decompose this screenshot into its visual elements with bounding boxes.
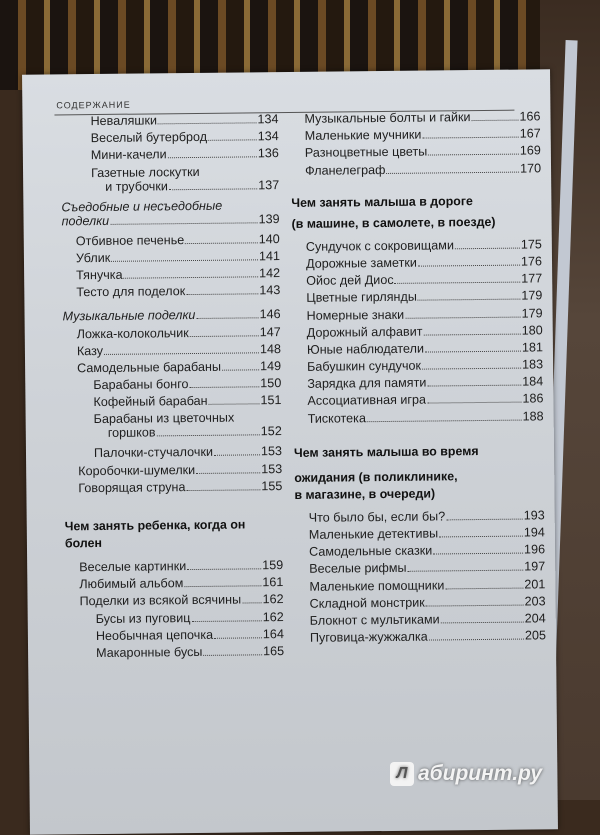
dot-leader xyxy=(189,376,259,388)
toc-entry-title: Что было бы, если бы? xyxy=(308,509,446,525)
dot-leader xyxy=(203,644,262,656)
dot-leader xyxy=(407,560,523,572)
toc-entry xyxy=(61,198,279,234)
toc-entry-title: Газетные лоскутки xyxy=(90,164,200,180)
toc-page-number: 179 xyxy=(521,288,543,303)
toc-entry xyxy=(61,164,279,200)
toc-entry-title: Казу xyxy=(76,343,104,358)
dot-leader xyxy=(190,325,259,337)
toc-page-number: 169 xyxy=(519,143,541,158)
toc-entry-title: Пуговица-жужжалка xyxy=(309,629,428,645)
dot-leader xyxy=(187,558,261,570)
dot-leader xyxy=(471,110,518,121)
dot-leader xyxy=(208,394,259,406)
toc-entry-title: Съедобные и несъедобные xyxy=(61,198,223,214)
toc-entry-title: Кофейный барабан xyxy=(93,394,208,410)
book-page xyxy=(22,69,558,834)
dot-leader xyxy=(427,375,521,387)
toc-page-number: 166 xyxy=(519,109,541,124)
toc-page-number: 155 xyxy=(261,478,283,494)
toc-entry-title: Ублик xyxy=(75,250,111,265)
watermark-text: абиринт.ру xyxy=(417,762,542,785)
toc-page-number: 140 xyxy=(258,231,280,246)
dot-leader xyxy=(426,594,524,606)
toc-section-heading: Чем занять ребенка, когда он болен xyxy=(64,517,246,551)
toc-page-number: 201 xyxy=(524,576,546,592)
toc-page-number: 165 xyxy=(262,644,285,659)
toc-entry-title: Маленькие детективы xyxy=(308,526,439,542)
toc-left-column xyxy=(60,112,284,663)
dot-leader xyxy=(441,611,524,623)
dot-leader xyxy=(208,130,257,142)
toc-page-number: 159 xyxy=(262,558,284,573)
toc-entry-title-cont: поделки xyxy=(61,213,110,228)
toc-entry-title: Ложка-колокольчик xyxy=(76,325,189,341)
toc-page-number: 170 xyxy=(519,160,542,176)
dot-leader xyxy=(445,577,523,589)
toc-entry-title: Мини-качели xyxy=(90,147,167,163)
toc-entry-title: Веселые картинки xyxy=(79,559,187,575)
dot-leader xyxy=(455,237,520,249)
toc-entry xyxy=(66,644,284,663)
toc-page-number: 188 xyxy=(522,408,544,424)
toc-entry-title: Барабаны из цветочных xyxy=(93,411,235,427)
toc-section-heading: Чем занять малыша во время xyxy=(293,443,479,460)
toc-entry-title: Разноцветные цветы xyxy=(304,144,428,161)
toc-page-number: 162 xyxy=(262,609,284,624)
toc-entry-title: Цветные гирлянды xyxy=(306,289,417,306)
toc-entry-title: Отбивное печенье xyxy=(75,232,185,248)
toc-entry-title: Тискотека xyxy=(307,410,367,426)
dot-leader xyxy=(427,392,522,404)
toc-page-number: 151 xyxy=(260,393,282,408)
toc-entry-title-cont: и трубочки xyxy=(105,178,168,194)
dot-leader xyxy=(111,249,258,262)
toc-page-number: 186 xyxy=(522,391,544,407)
toc-entry-title: Неваляшки xyxy=(90,113,158,129)
toc-entry-title: Музыкальные болты и гайки xyxy=(304,110,471,126)
dot-leader xyxy=(423,323,520,335)
dot-leader xyxy=(386,161,519,173)
toc-section-heading: ожидания (в поликлинике, xyxy=(294,469,458,485)
toc-section-heading: в магазине, в очереди) xyxy=(294,486,436,502)
toc-page-number: 197 xyxy=(524,559,546,574)
toc-entry xyxy=(296,628,546,648)
toc-entry-title: Дорожные заметки xyxy=(305,255,417,271)
toc-entry-title: Макаронные бусы xyxy=(96,644,203,660)
dot-leader xyxy=(439,526,523,538)
toc-entry-title: Ассоциативная игра xyxy=(307,393,427,409)
toc-page-number: 177 xyxy=(521,271,543,286)
toc-section-heading: (в машине, в самолете, в поезде) xyxy=(291,214,496,231)
toc-page-number: 193 xyxy=(523,508,545,523)
toc-page-number: 146 xyxy=(259,307,281,322)
toc-page-number: 142 xyxy=(259,266,281,281)
dot-leader xyxy=(418,289,521,301)
dot-leader xyxy=(367,409,522,422)
dot-leader xyxy=(425,340,521,352)
toc-entry-title: Поделки из всякой всячины xyxy=(79,592,242,609)
toc-page-number: 181 xyxy=(521,340,543,355)
toc-page-number: 134 xyxy=(257,112,279,127)
toc-entry-title: Сундучок с сокровищами xyxy=(305,238,455,254)
labirint-watermark xyxy=(390,762,542,786)
toc-entry-title: Блокнот с мультиками xyxy=(309,612,440,628)
toc-page-number: 164 xyxy=(262,626,284,642)
toc-entry xyxy=(64,479,282,498)
toc-page-number: 153 xyxy=(261,461,283,476)
toc-entry-title: Коробочки-шумелки xyxy=(78,462,196,478)
dot-leader xyxy=(196,462,260,474)
dot-leader xyxy=(158,112,257,124)
dot-leader xyxy=(185,232,258,244)
dot-leader xyxy=(242,593,262,604)
labirint-logo-letter: Л xyxy=(396,765,408,782)
toc-page-number: 176 xyxy=(520,254,543,269)
toc-right-column xyxy=(290,109,546,648)
toc-entry xyxy=(294,409,544,429)
toc-entry-title: Маленькие мучники xyxy=(304,127,422,144)
toc-entry xyxy=(291,161,541,181)
toc-entry-title: Палочки-стучалочки xyxy=(93,445,214,461)
toc-page-number: 204 xyxy=(524,611,546,626)
toc-entry-title: Необычная цепочка xyxy=(95,627,214,643)
toc-page-number: 136 xyxy=(257,146,279,161)
toc-entry-title: Веселый бутерброд xyxy=(90,130,208,146)
dot-leader xyxy=(429,629,524,641)
toc-entry-title: Фланелеграф xyxy=(304,162,386,178)
toc-page-number: 134 xyxy=(257,129,279,144)
toc-page-number: 161 xyxy=(262,575,284,590)
toc-entry-title: Складной монстрик xyxy=(309,595,425,611)
toc-page-number: 205 xyxy=(524,628,547,643)
toc-entry-title: Ойос дей Диос xyxy=(306,273,394,288)
dot-leader xyxy=(214,445,260,456)
dot-leader xyxy=(169,178,257,190)
toc-page-number: 148 xyxy=(259,341,281,356)
dot-leader xyxy=(422,127,518,139)
dot-leader xyxy=(168,147,257,159)
dot-leader xyxy=(186,283,258,295)
dot-leader xyxy=(405,306,521,318)
toc-entry-title: Тянучка xyxy=(76,267,123,283)
dot-leader xyxy=(422,358,521,370)
toc-page-number: 196 xyxy=(523,542,546,557)
dot-leader xyxy=(222,359,259,370)
toc-page-number: 153 xyxy=(260,444,283,459)
toc-entry xyxy=(62,283,280,302)
toc-entry-title: Музыкальные поделки xyxy=(62,308,196,324)
dot-leader xyxy=(110,212,258,225)
toc-entry-title: Маленькие помощники xyxy=(309,577,445,594)
toc-entry-title: Веселые рифмы xyxy=(309,561,407,577)
toc-page-number: 183 xyxy=(522,357,544,372)
dot-leader xyxy=(191,610,261,622)
dot-leader xyxy=(446,508,523,520)
dot-leader xyxy=(123,266,258,278)
dot-leader xyxy=(156,425,259,437)
toc-entry xyxy=(64,411,282,447)
dot-leader xyxy=(184,575,261,587)
dot-leader xyxy=(214,627,262,638)
dot-leader xyxy=(428,144,519,156)
toc-entry-title: Бусы из пуговиц xyxy=(95,610,191,626)
toc-entry-title: Зарядка для памяти xyxy=(307,375,427,392)
toc-page-number: 167 xyxy=(519,126,541,141)
toc-entry-title: Барабаны бонго xyxy=(93,377,189,393)
toc-entry-title: Самодельные сказки xyxy=(308,543,433,559)
toc-page-number: 139 xyxy=(258,211,280,226)
toc-entry-title: Дорожный алфавит xyxy=(306,324,423,340)
toc-page-number: 162 xyxy=(262,592,284,607)
toc-entry-title: Юные наблюдатели xyxy=(306,341,425,357)
page-header-title: СОДЕРЖАНИЕ xyxy=(56,99,131,111)
toc-page-number: 180 xyxy=(521,323,543,338)
toc-page-number: 194 xyxy=(523,525,545,540)
dot-leader xyxy=(186,479,260,491)
toc-entry-title: Самодельные барабаны xyxy=(77,359,222,376)
toc-page-number: 184 xyxy=(522,374,544,389)
toc-entry-title: Говорящая струна xyxy=(78,479,186,496)
dot-leader xyxy=(433,543,523,555)
toc-entry-title-cont: горшков xyxy=(107,425,156,441)
dot-leader xyxy=(418,255,520,267)
toc-page-number: 152 xyxy=(260,424,282,439)
dot-leader xyxy=(104,342,259,355)
toc-page-number: 149 xyxy=(260,358,282,374)
toc-entry-title: Номерные знаки xyxy=(306,307,405,323)
toc-page-number: 203 xyxy=(524,594,546,609)
toc-page-number: 143 xyxy=(259,283,281,298)
toc-section-heading: Чем занять малыша в дороге xyxy=(291,193,473,210)
toc-page-number: 150 xyxy=(260,376,282,391)
dot-leader xyxy=(395,272,521,284)
dot-leader xyxy=(196,308,258,320)
toc-entry-title: Бабушкин сундучок xyxy=(307,358,422,374)
toc-entry-title: Тесто для поделок xyxy=(76,284,186,300)
labirint-logo-icon xyxy=(390,762,414,786)
toc-page-number: 179 xyxy=(521,305,543,321)
toc-entry-title: Любимый альбом xyxy=(79,576,184,592)
toc-page-number: 141 xyxy=(258,248,281,264)
toc-page-number: 175 xyxy=(520,237,542,252)
toc-page-number: 147 xyxy=(259,324,281,339)
toc-page-number: 137 xyxy=(258,177,280,192)
